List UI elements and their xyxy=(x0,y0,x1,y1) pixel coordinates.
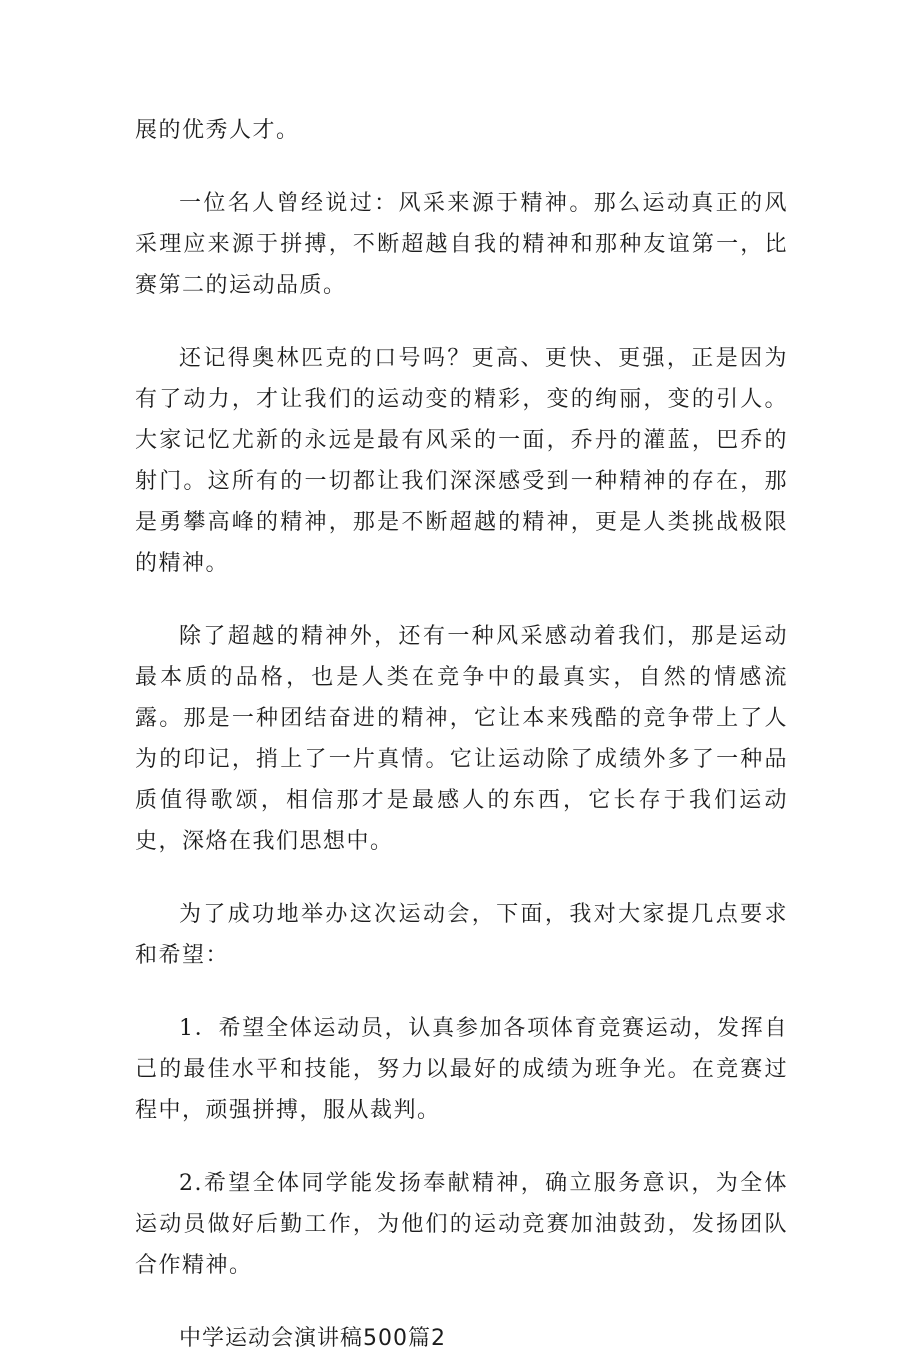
paragraph-continuation: 展的优秀人才。 xyxy=(135,118,300,143)
paragraph-requirements-intro: 为了成功地举办这次运动会，下面，我对大家提几点要求和希望： xyxy=(135,902,788,968)
section-heading: 中学运动会演讲稿500篇2 xyxy=(179,1326,446,1351)
paragraph-olympic-motto: 还记得奥林匹克的口号吗？更高、更快、更强，正是因为有了动力，才让我们的运动变的精彩，变的绚丽，变的引人。大家记忆尤新的永远是最有风采的一面，乔丹的灌蓝，巴乔的射门。这所有的一切都让我们深深感受到一种精神的存在，那是勇攀高峰的精神，那是不断超越的精神，更是人类挑战极限的精神。 xyxy=(135,346,788,576)
paragraph-quote-spirit: 一位名人曾经说过：风采来源于精神。那么运动真正的风采理应来源于拼搏，不断超越自我的精神和那种友谊第一，比赛第二的运动品质。 xyxy=(135,191,788,298)
paragraph-sportsmanship: 除了超越的精神外，还有一种风采感动着我们，那是运动最本质的品格，也是人类在竞争中的最真实，自然的情感流露。那是一种团结奋进的精神，它让本来残酷的竞争带上了人为的印记，捎上了一片真情。它让运动除了成绩外多了一种品质值得歌颂，相信那才是最感人的东西，它长存于我们运动史，深烙在我们思想中。 xyxy=(135,624,788,854)
list-item-students: 2.希望全体同学能发扬奉献精神，确立服务意识，为全体运动员做好后勤工作，为他们的运动竞赛加油鼓劲，发扬团队合作精神。 xyxy=(135,1171,788,1278)
list-item-athletes: 1．希望全体运动员，认真参加各项体育竞赛运动，发挥自己的最佳水平和技能，努力以最好的成绩为班争光。在竞赛过程中，顽强拼搏，服从裁判。 xyxy=(135,1016,788,1123)
